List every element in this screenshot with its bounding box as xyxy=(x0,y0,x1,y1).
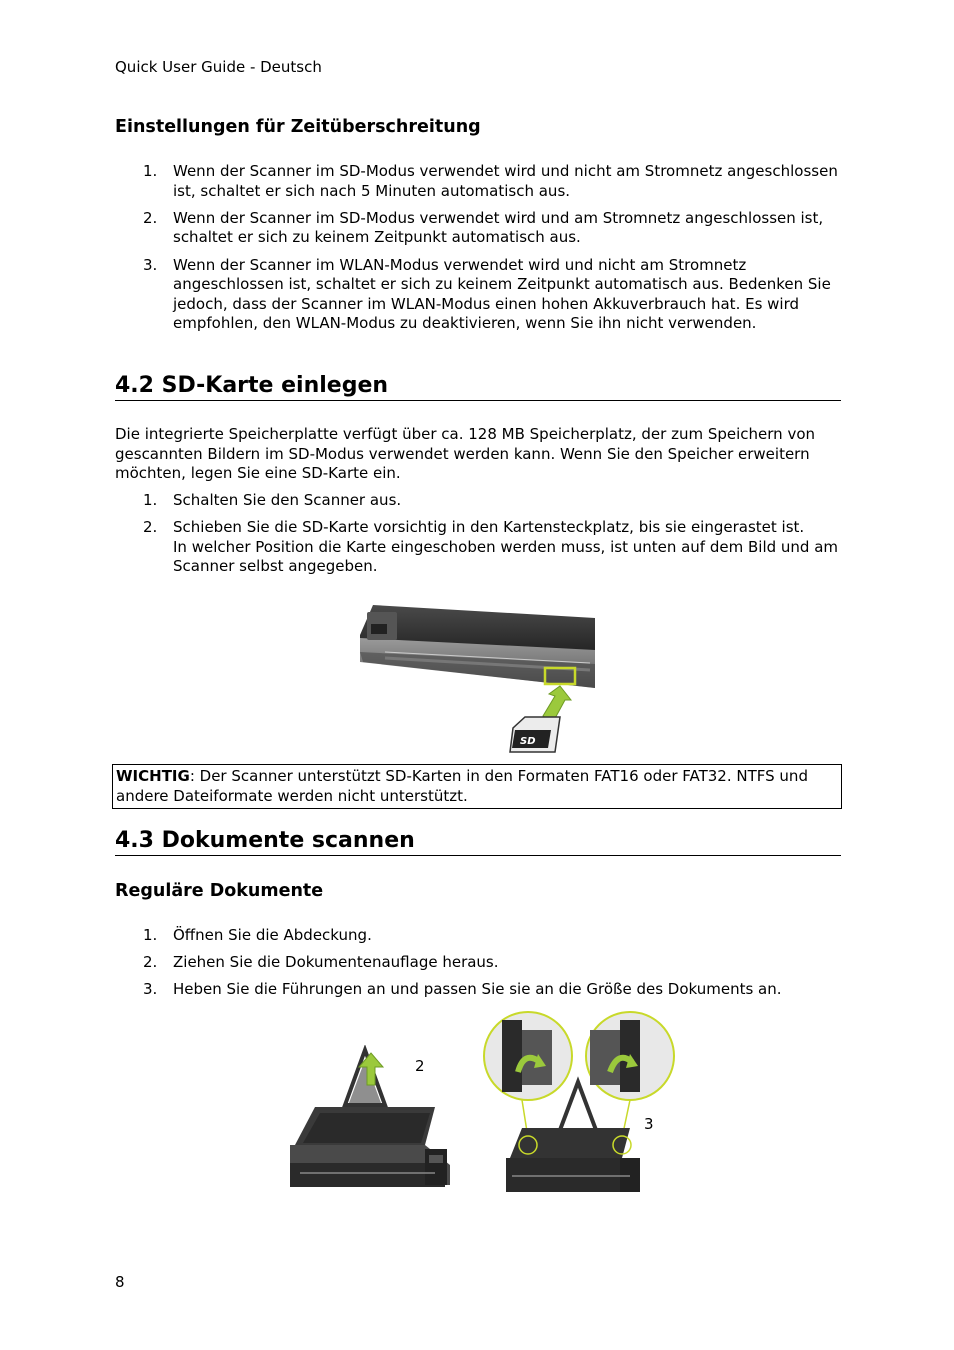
section-title-scan: 4.3 Dokumente scannen xyxy=(115,828,841,856)
list-number: 3. xyxy=(143,255,158,274)
list-text: Wenn der Scanner im WLAN-Modus verwendet wird und nicht am Stromnetz angeschlossen ist, schaltet er sich zu keinem Zeitpunkt automatisch aus. Bedenken Sie jedoch, dass der Scanner im WLAN-Modus einen hohen Akkuverbrauch hat. Es wird empfohlen, den WLAN-Modus zu deaktivieren, wenn Sie ihn nicht verwenden. xyxy=(173,255,831,333)
list-text: Schieben Sie die SD-Karte vorsichtig in den Kartensteckplatz, bis sie eingerastet ist. xyxy=(173,518,805,537)
list-number: 1. xyxy=(143,162,158,180)
list-text: Wenn der Scanner im SD-Modus verwendet wird und nicht am Stromnetz angeschlossen ist, schaltet er sich nach 5 Minuten automatisch aus. xyxy=(173,162,838,200)
list-item xyxy=(115,953,841,973)
zoom-circle-left xyxy=(484,1012,572,1100)
sd-card-icon xyxy=(510,717,560,752)
figure-label-2: 2 xyxy=(415,1057,425,1075)
list-number: 1. xyxy=(143,491,158,509)
list-number: 2. xyxy=(143,953,158,972)
list-text: Öffnen Sie die Abdeckung. xyxy=(173,926,372,944)
running-header: Quick User Guide - Deutsch xyxy=(115,58,322,76)
page-number: 8 xyxy=(115,1273,125,1291)
figure-label-3: 3 xyxy=(644,1115,654,1133)
important-note-box xyxy=(112,764,842,809)
scanner-image xyxy=(360,605,595,688)
timeout-list xyxy=(115,162,841,342)
list-number: 2. xyxy=(143,518,158,537)
list-item xyxy=(115,162,841,201)
list-number: 3. xyxy=(143,980,158,999)
list-text-continued: In welcher Position die Karte eingeschoben werden muss, ist unten auf dem Bild und am Scanner selbst angegeben. xyxy=(173,537,839,576)
subsection-heading-regular: Reguläre Dokumente xyxy=(115,881,324,901)
list-text: Wenn der Scanner im SD-Modus verwendet wird und am Stromnetz angeschlossen ist, schaltet er sich zu keinem Zeitpunkt automatisch aus. xyxy=(173,208,824,247)
list-text: Schalten Sie den Scanner aus. xyxy=(173,491,402,509)
note-text: : Der Scanner unterstützt SD-Karten in den Formaten FAT16 oder FAT32. NTFS und andere Dateiformate werden nicht unterstützt. xyxy=(116,767,808,805)
sd-intro-paragraph: Die integrierte Speicherplatte verfügt über ca. 128 MB Speicherplatz, der zum Speichern von gescannten Bildern im SD-Modus verwendet werden kann. Wenn Sie den Speicher erweitern möchten, legen Sie eine SD-Karte ein. xyxy=(115,425,816,483)
list-item xyxy=(115,491,841,511)
note-label: WICHTIG xyxy=(116,767,190,785)
list-item xyxy=(115,980,841,1000)
list-text: Heben Sie die Führungen an und passen Sie sie an die Größe des Dokuments an. xyxy=(173,980,782,999)
sd-steps-list xyxy=(115,491,841,585)
guides-figure xyxy=(480,1010,680,1198)
scan-steps-list xyxy=(115,926,841,1008)
list-item xyxy=(115,518,841,577)
list-number: 2. xyxy=(143,208,158,227)
zoom-circle-right xyxy=(586,1012,674,1100)
list-item xyxy=(115,209,841,248)
list-number: 1. xyxy=(143,926,158,944)
list-item xyxy=(115,926,841,946)
section-title-sd: 4.2 SD-Karte einlegen xyxy=(115,373,841,401)
list-text: Ziehen Sie die Dokumentenauflage heraus. xyxy=(173,953,499,972)
tray-figure xyxy=(285,1045,455,1197)
section-heading-timeout: Einstellungen für Zeitüberschreitung xyxy=(115,117,481,137)
svg-text:SD: SD xyxy=(520,736,536,747)
sd-insertion-figure xyxy=(355,600,605,758)
list-item xyxy=(115,256,841,334)
